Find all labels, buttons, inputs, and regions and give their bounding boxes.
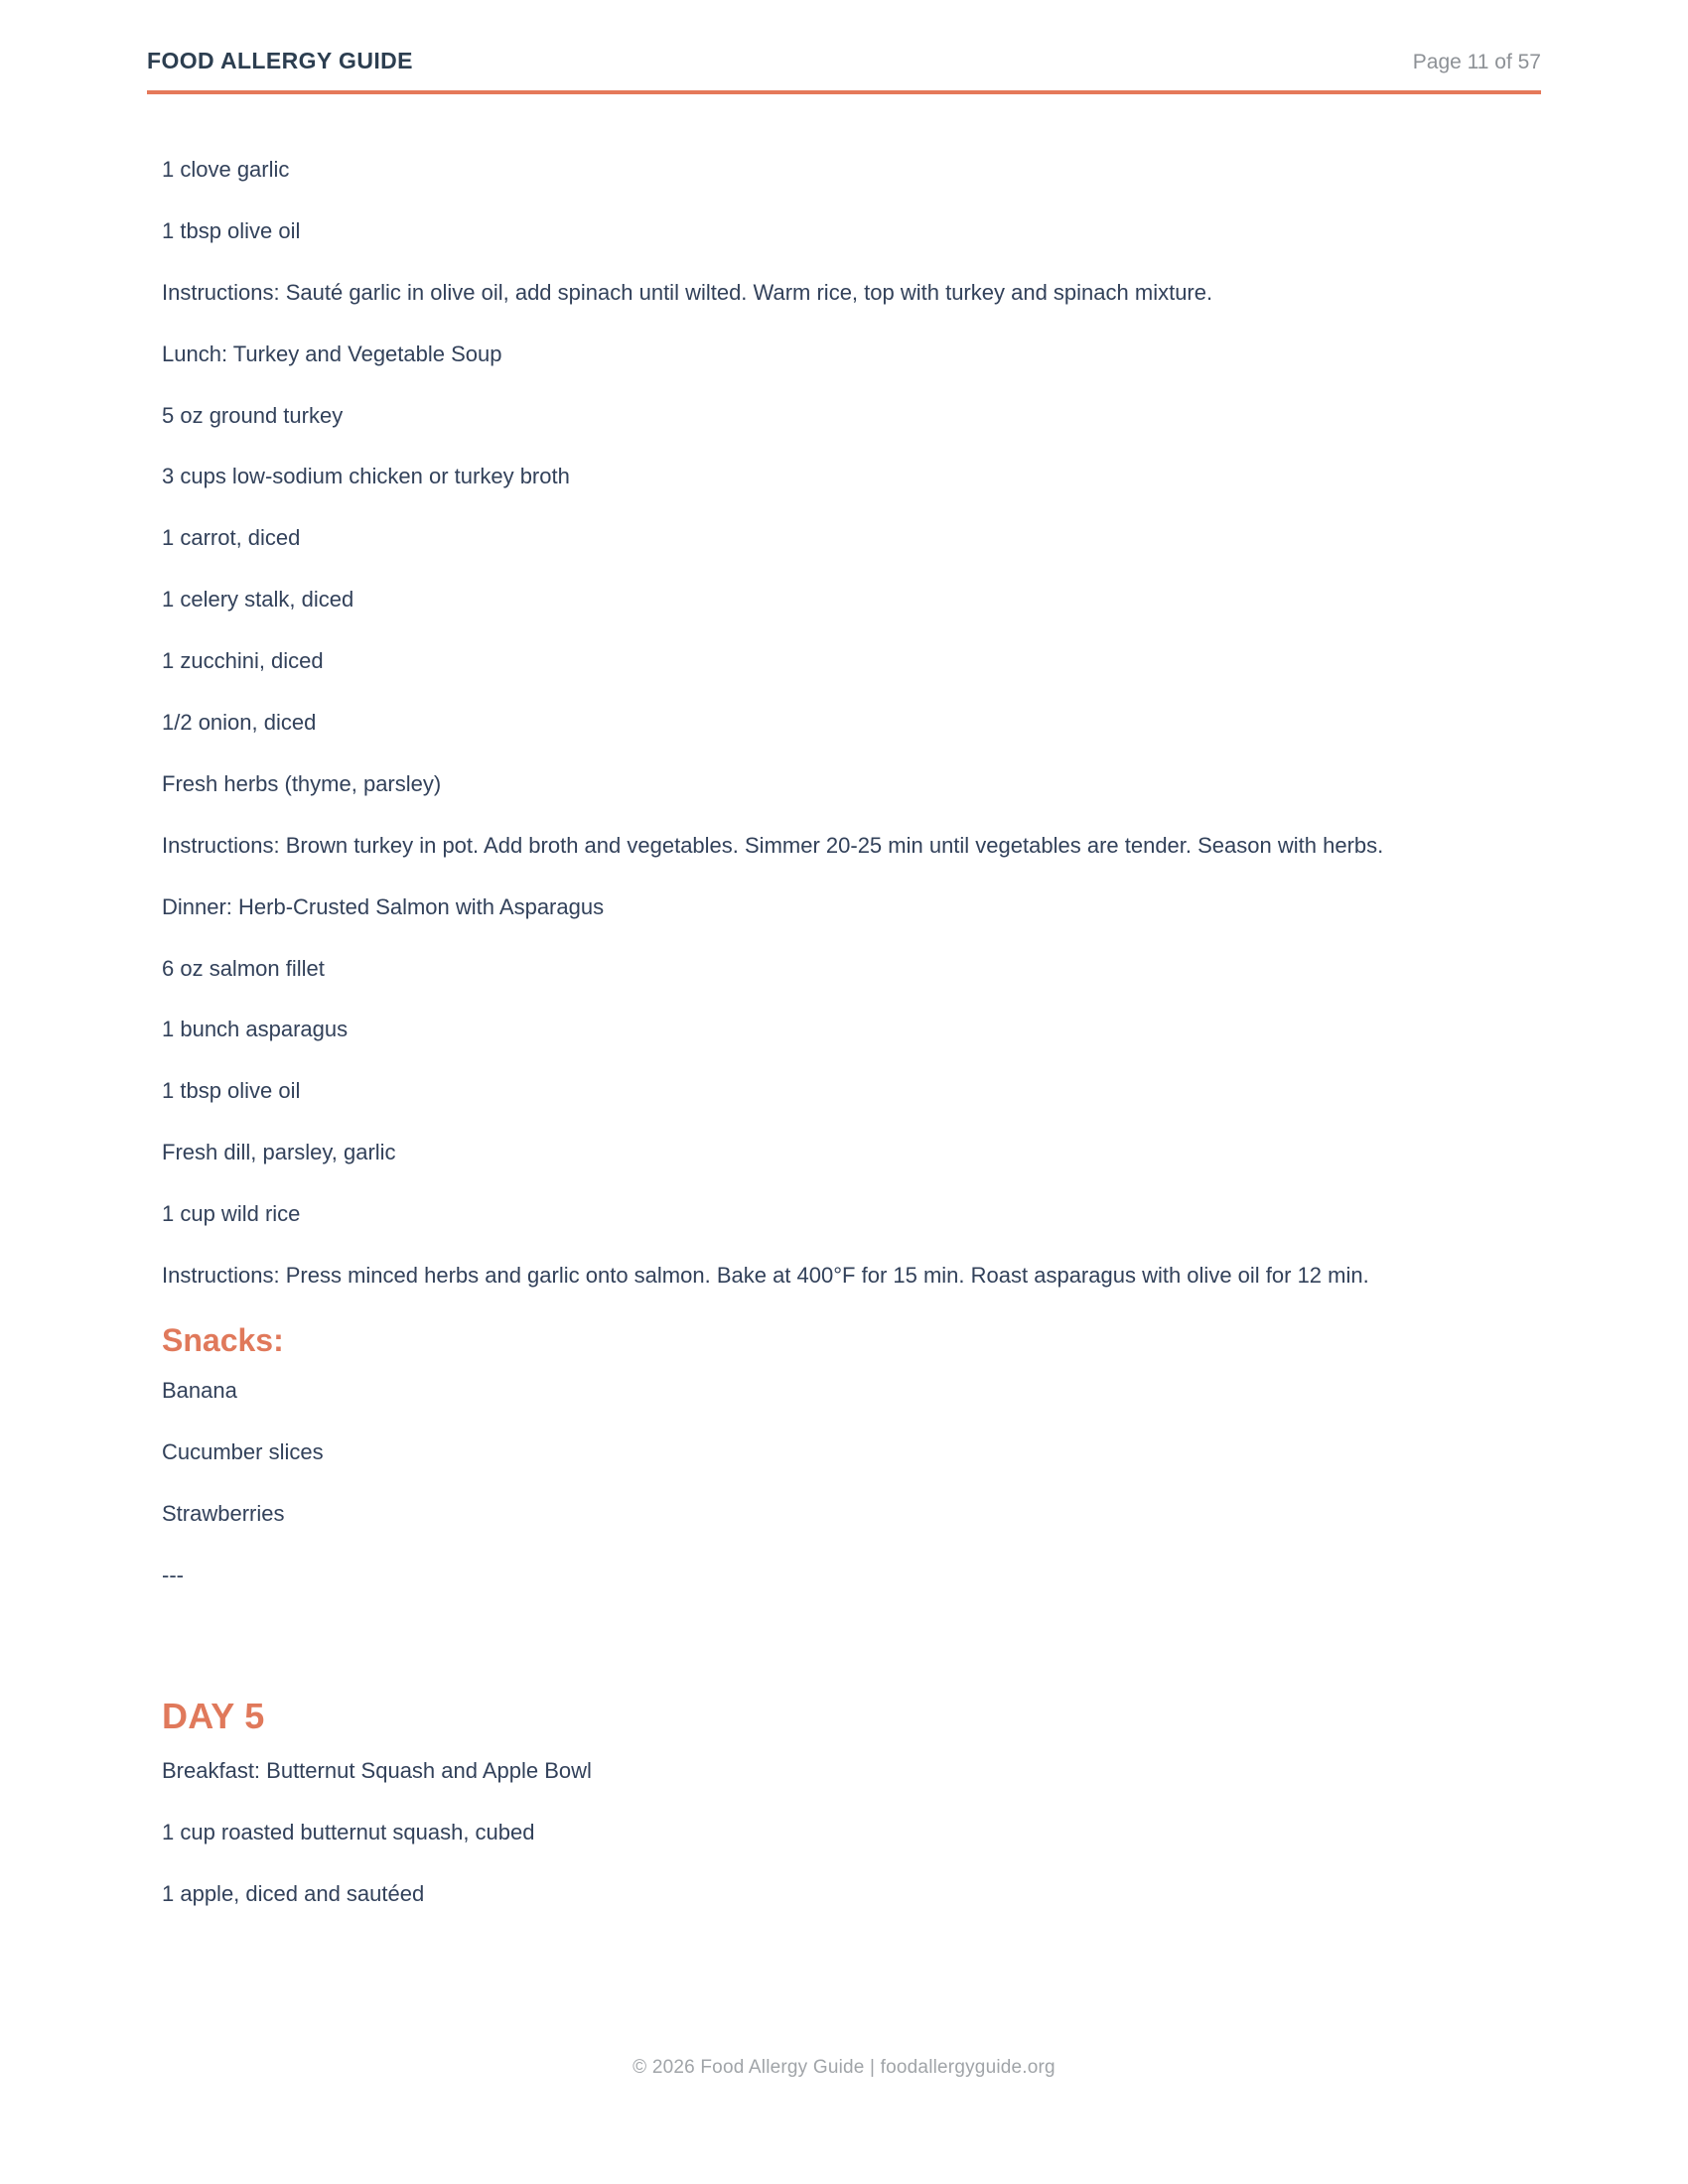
footer-copyright: © 2026 Food Allergy Guide | foodallergyguide.org bbox=[633, 2057, 1055, 2078]
body-line: Fresh herbs (thyme, parsley) bbox=[162, 770, 442, 796]
page-content bbox=[162, 154, 1526, 1910]
body-line: 1 celery stalk, diced bbox=[162, 587, 354, 613]
body-line: 1 bunch asparagus bbox=[162, 1017, 349, 1042]
body-line: 1 carrot, diced bbox=[162, 525, 301, 551]
body-line: 3 cups low-sodium chicken or turkey broth bbox=[162, 464, 570, 489]
page-footer bbox=[0, 2057, 1688, 2079]
body-line: 1 clove garlic bbox=[162, 157, 290, 182]
section-separator: --- bbox=[162, 1562, 184, 1587]
body-line: 1 tbsp olive oil bbox=[162, 217, 301, 243]
body-line: Fresh dill, parsley, garlic bbox=[162, 1140, 396, 1165]
document-title: FOOD ALLERGY GUIDE bbox=[147, 48, 413, 73]
snack-item: Strawberries bbox=[162, 1501, 285, 1527]
body-line: 1 cup roasted butternut squash, cubed bbox=[162, 1819, 535, 1844]
body-line: 1 zucchini, diced bbox=[162, 648, 324, 674]
snacks-heading: Snacks: bbox=[162, 1321, 284, 1358]
page-number-label: Page 11 of 57 bbox=[1412, 51, 1541, 73]
page-header bbox=[147, 48, 1541, 74]
body-line: Instructions: Brown turkey in pot. Add broth and vegetables. Simmer 20-25 min until vegetables are tender. Season with herbs. bbox=[162, 832, 1384, 858]
snack-item: Cucumber slices bbox=[162, 1439, 324, 1465]
body-line: 5 oz ground turkey bbox=[162, 402, 344, 428]
body-line: 1 cup wild rice bbox=[162, 1201, 301, 1227]
section-spacer bbox=[162, 1621, 1526, 1695]
body-line: Instructions: Press minced herbs and garlic onto salmon. Bake at 400°F for 15 min. Roast asparagus with olive oil for 12 min. bbox=[162, 1263, 1369, 1289]
body-line: 1 apple, diced and sautéed bbox=[162, 1880, 425, 1906]
snack-item: Banana bbox=[162, 1378, 237, 1404]
body-line: Instructions: Sauté garlic in olive oil, add spinach until wilted. Warm rice, top with turkey and spinach mixture. bbox=[162, 279, 1213, 305]
day-heading: DAY 5 bbox=[162, 1695, 265, 1736]
body-line: 1/2 onion, diced bbox=[162, 710, 317, 736]
body-line: 1 tbsp olive oil bbox=[162, 1078, 301, 1104]
body-line: Dinner: Herb-Crusted Salmon with Asparagus bbox=[162, 893, 605, 919]
header-divider-rule bbox=[147, 90, 1541, 94]
body-line: 6 oz salmon fillet bbox=[162, 955, 325, 981]
body-line: Lunch: Turkey and Vegetable Soup bbox=[162, 341, 502, 366]
body-line: Breakfast: Butternut Squash and Apple Bowl bbox=[162, 1758, 592, 1784]
